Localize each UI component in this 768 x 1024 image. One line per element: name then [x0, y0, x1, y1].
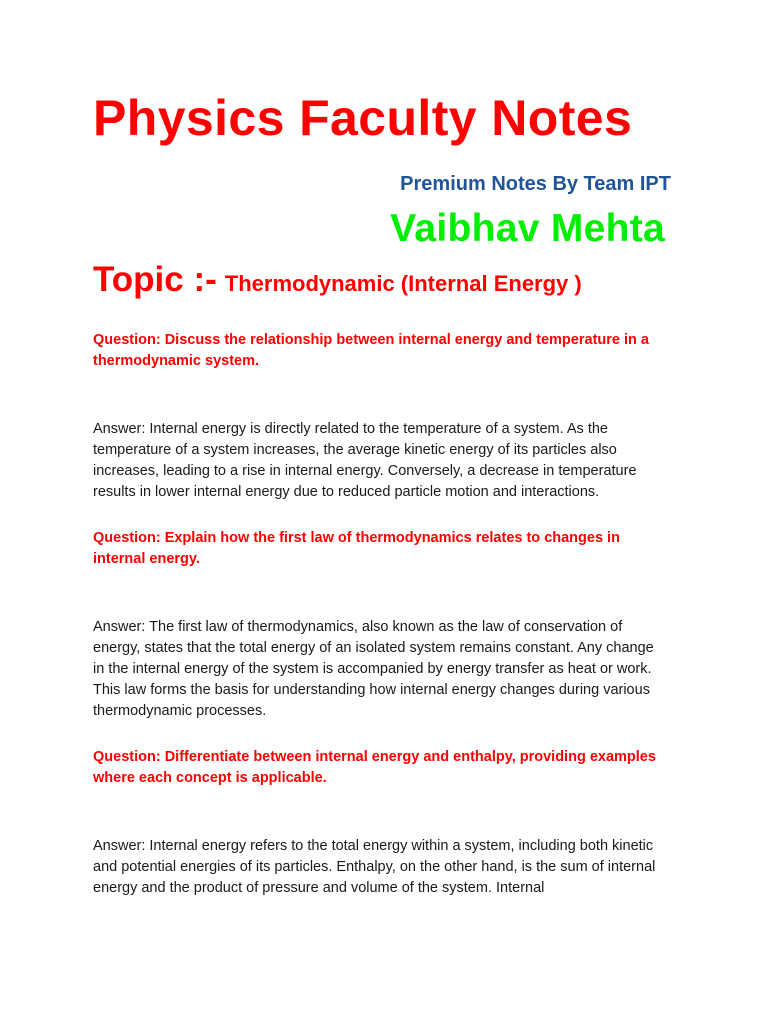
topic-value: Thermodynamic (Internal Energy ) [224, 271, 582, 296]
answer-3: Answer: Internal energy refers to the total energy within a system, including both kinetic and potential energies of its particles. Enthalpy, on the other hand, is the sum of internal energy and the product of pressure and volume of the system. Internal [93, 838, 656, 896]
answer-2: Answer: The first law of thermodynamics, also known as the law of conservation of energy, states that the total energy of an isolated system remains constant. Any change in the internal energy of the system is accompanied by energy transfer as heat or work. This law forms the basis for understanding how internal energy changes during various thermodynamic processes. [93, 619, 654, 719]
topic-heading [93, 258, 582, 306]
question-2: Question: Explain how the first law of thermodynamics relates to changes in internal energy. [93, 530, 620, 567]
answer-1: Answer: Internal energy is directly related to the temperature of a system. As the temperature of a system increases, the average kinetic energy of its particles also increases, leading to a rise in internal energy. Conversely, a decrease in temperature results in lower internal energy due to reduced particle motion and interactions. [93, 421, 637, 500]
author-name: Vaibhav Mehta [390, 207, 665, 250]
question-3: Question: Differentiate between internal energy and enthalpy, providing examples where each concept is applicable. [93, 749, 656, 786]
question-1: Question: Discuss the relationship between internal energy and temperature in a thermodynamic system. [93, 332, 649, 369]
topic-label: Topic :- [93, 260, 217, 299]
document-subtitle: Premium Notes By Team IPT [400, 173, 671, 195]
document-title: Physics Faculty Notes [93, 90, 633, 146]
